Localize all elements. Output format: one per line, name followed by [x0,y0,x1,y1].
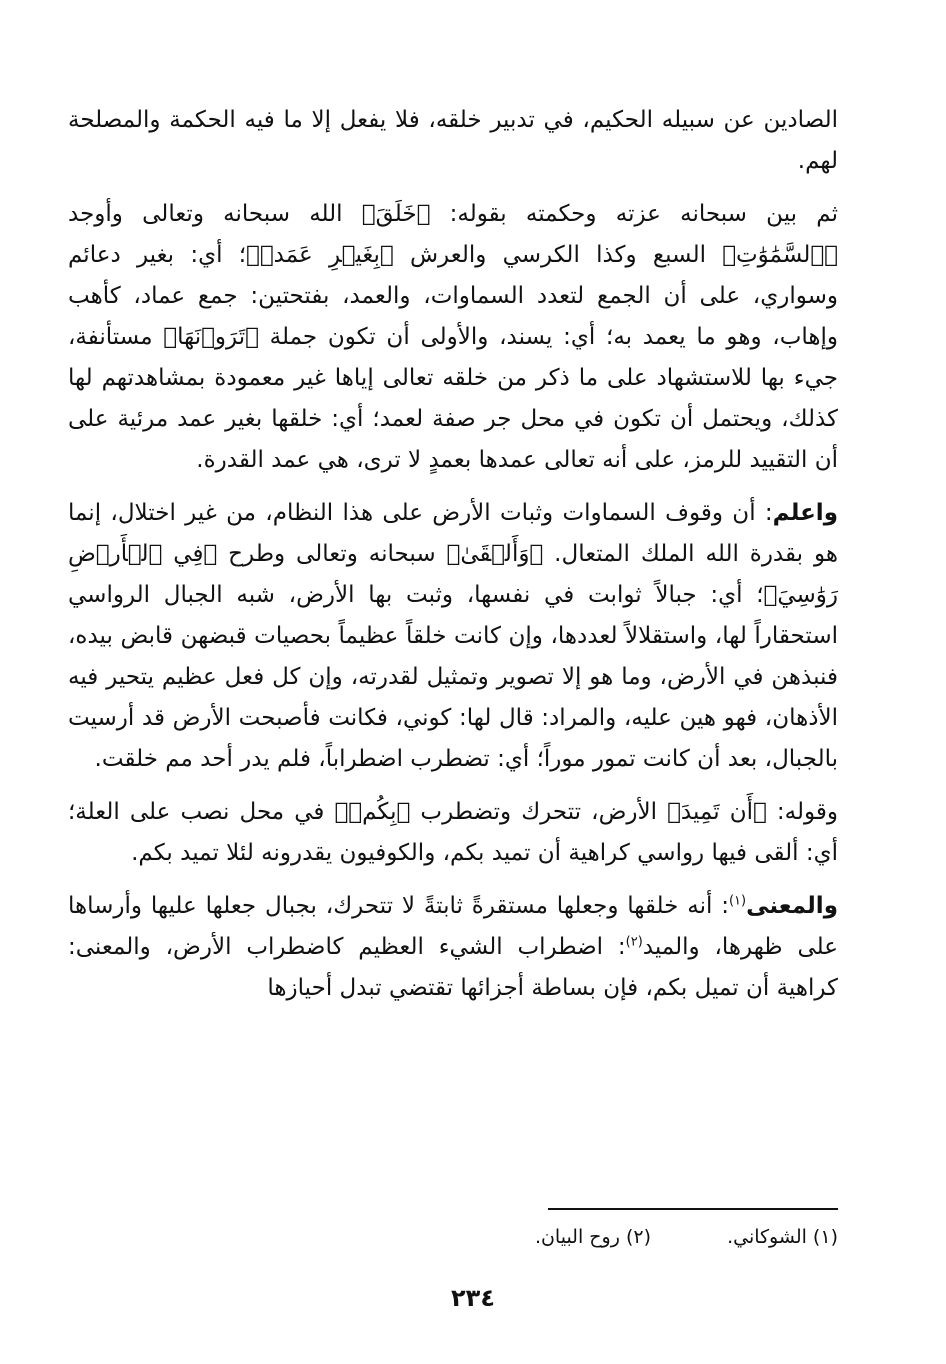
paragraph-3-lead: واعلم [772,500,838,526]
footnotes [338,1222,838,1252]
paragraph-3 [68,493,838,780]
paragraph-5-text-a: : أنه خلقها وجعلها مستقرةً ثابتةً لا تتحرك، بجبال جعلها عليها وأرساها على ظهرها، والميد [68,893,838,960]
footnote-divider [548,1208,838,1210]
paragraph-2: ثم بين سبحانه عزته وحكمته بقوله: ﴿خَلَقَ﴾ الله سبحانه وتعالى وأوجد ﴿ٱلسَّمَٰوَٰتِ﴾ السبع وكذا الكرسي والعرش ﴿بِغَيۡرِ عَمَدٖ﴾؛ أي: بغير دعائم وسواري، على أن الجمع لتعدد السماوات، والعمد، بفتحتين: جمع عماد، كأهب وإهاب، وهو ما يعمد به؛ أي: يسند، والأولى أن تكون جملة ﴿تَرَوۡنَهَا﴾ مستأنفة، جيء بها للاستشهاد على ما ذكر من خلقه تعالى إياها غير معمودة بمشاهدتهم لها كذلك، ويحتمل أن تكون في محل جر صفة لعمد؛ أي: خلقها بغير عمد مرئية على أن التقييد للرمز، على أنه تعالى عمدها بعمدٍ لا ترى، هي عمد القدرة. [68,201,838,473]
paragraph-5-text-b: : اضطراب الشيء العظيم كاضطراب الأرض، والمعنى: كراهية أن تميل بكم، فإن بساطة أجزائها تقتضي تبدل أحيازها [68,934,838,1001]
paragraph-1: الصادين عن سبيله الحكيم، في تدبير خلقه، فلا يفعل إلا ما فيه الحكمة والمصلحة لهم. [68,107,838,174]
footnote-ref-1: (١) [728,893,747,909]
footnote-2: (٢) روح البيان. [534,1226,652,1248]
paragraph-5-lead: والمعنى [746,893,838,919]
paragraph-3-text: : أن وقوف السماوات وثبات الأرض على هذا النظام، من غير اختلال، إنما هو بقدرة الله الملك المتعال. ﴿وَأَلۡقَىٰ﴾ سبحانه وتعالى وطرح ﴿فِي ٱلۡأَرۡضِ رَوَٰسِيَ﴾؛ أي: جبالاً ثوابت في نفسها، وثبت بها الأرض، شبه الجبال الرواسي استحقاراً لها، واستقلالاً لعددها، وإن كانت خلقاً عظيماً بحصيات قبضهن قابض بيده، فنبذهن في الأرض، وما هو إلا تصوير وتمثيل لقدرته، وإن كل فعل عظيم يتحير فيه الأذهان، فهو هين عليه، والمراد: قال لها: كوني، فكانت فأصبحت الأرض قد أرسيت بالجبال، بعد أن كانت تمور موراً؛ أي: تضطرب اضطراباً، فلم يدر أحد مم خلقت. [68,500,838,772]
paragraph-4: وقوله: ﴿أَن تَمِيدَ﴾ الأرض، تتحرك وتضطرب ﴿بِكُمۡ﴾ في محل نصب على العلة؛ أي: ألقى فيها رواسي كراهية أن تميد بكم، والكوفيون يقدرونه لئلا تميد بكم. [68,799,838,866]
page-number: ٢٣٤ [451,1284,495,1312]
footnote-1: (١) الشوكاني. [727,1226,838,1248]
paragraph-5 [68,886,838,1009]
page-body [68,100,838,1021]
footnote-ref-2: (٢) [625,934,643,950]
